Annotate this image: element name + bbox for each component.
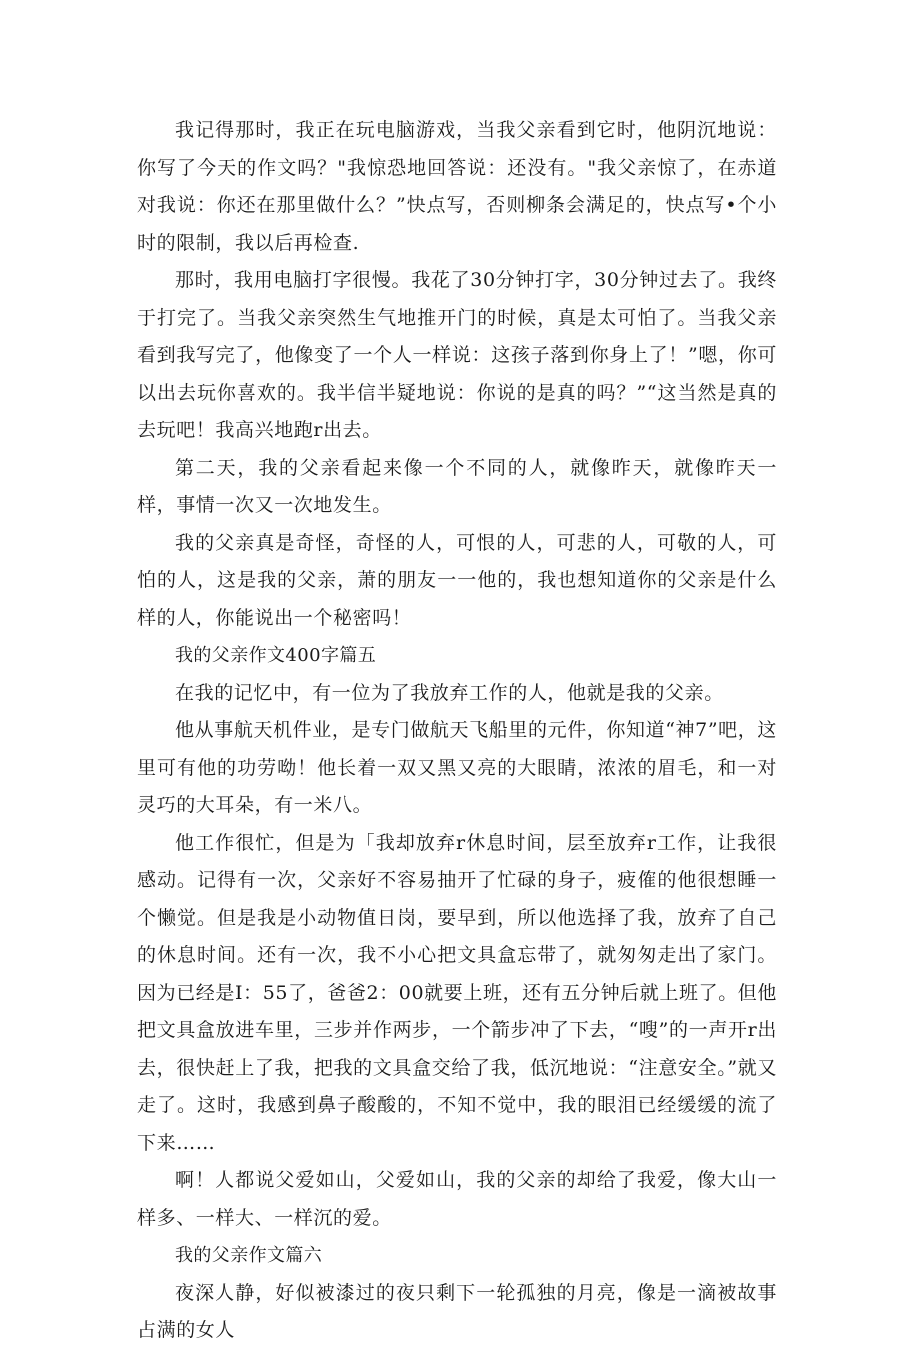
- paragraph: 他从事航天机件业，是专门做航天飞船里的元件，你知道“神7”吧，这里可有他的功劳呦！他长着一双又黑又亮的大眼睛，浓浓的眉毛，和一对灵巧的大耳朵，有一米八。: [137, 719, 777, 816]
- paragraph: 第二天，我的父亲看起来像一个不同的人，就像昨天，就像昨天一样，事情一次又一次地发生。: [137, 456, 777, 516]
- paragraph: 我记得那时，我正在玩电脑游戏，当我父亲看到它时，他阴沉地说：你写了今天的作文吗？"我惊恐地回答说：还没有。"我父亲惊了，在赤道对我说：你还在那里做什么？”快点写，否则柳条会满足的，快点写•个小时的限制，我以后再检查.: [137, 119, 777, 254]
- document-body: [137, 112, 777, 1350]
- paragraph: 夜深人静，好似被漆过的夜只剩下一轮孤独的月亮，像是一滴被故事占满的女人: [137, 1281, 777, 1341]
- section-heading: 我的父亲作文400字篇五: [175, 645, 377, 666]
- paragraph: 啊！人都说父爱如山，父爱如山，我的父亲的却给了我爱，像大山一样多、一样大、一样沉的爱。: [137, 1169, 777, 1229]
- paragraph: 那时，我用电脑打字很慢。我花了30分钟打字，30分钟过去了。我终于打完了。当我父亲突然生气地推开门的时候，真是太可怕了。当我父亲看到我写完了，他像变了一个人一样说：这孩子落到你身上了！”嗯，你可以出去玩你喜欢的。我半信半疑地说：你说的是真的吗？”“这当然是真的去玩吧！我高兴地跑r出去。: [137, 269, 777, 441]
- section-heading: 我的父亲作文篇六: [175, 1245, 323, 1266]
- paragraph: 我的父亲真是奇怪，奇怪的人，可恨的人，可悲的人，可敬的人，可怕的人，这是我的父亲，萧的朋友一一他的，我也想知道你的父亲是什么样的人，你能说出一个秘密吗！: [137, 531, 777, 629]
- paragraph: 在我的记忆中，有一位为了我放弃工作的人，他就是我的父亲。: [175, 681, 724, 704]
- paragraph: 他工作很忙，但是为「我却放弃r休息时间，层至放弃r工作，让我很感动。记得有一次，父亲好不容易抽开了忙碌的身子，疲傕的他很想睡一个懒觉。但是我是小动物值日岗，要早到，所以他选择了我，放弃了自己的休息时间。还有一次，我不小心把文具盒忘带了，就匆匆走出了家门。因为已经是I：55了，爸爸2：00就要上班，还有五分钟后就上班了。但他把文具盒放进车里，三步并作两步，一个箭步冲了下去，“嗖”的一声开r出去，很快赶上了我，把我的文具盒交给了我，低沉地说：“注意安全。”就又走了。这时，我感到鼻子酸酸的，不知不觉中，我的眼泪已经缓缓的流了下来……: [137, 831, 777, 1154]
